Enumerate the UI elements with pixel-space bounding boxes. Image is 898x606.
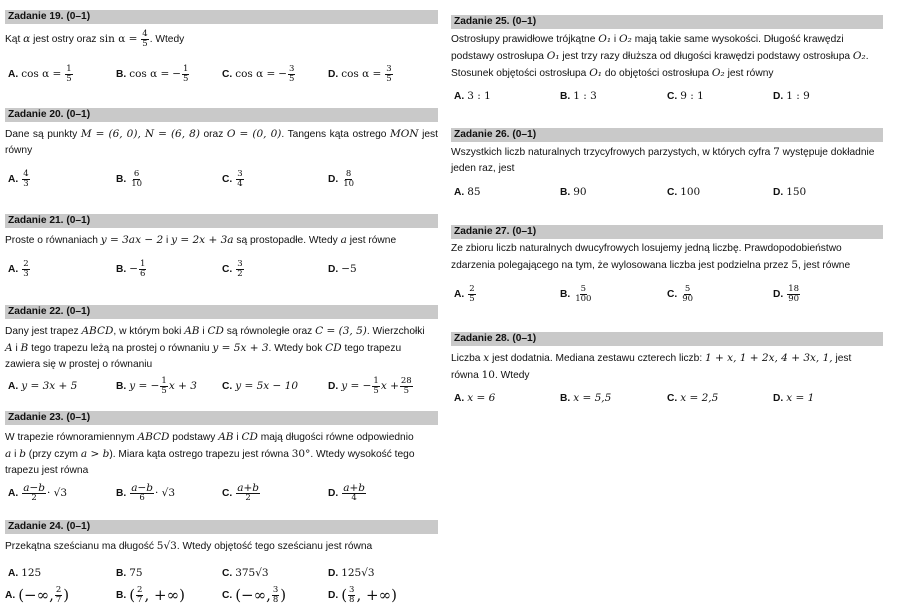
answer-option-d[interactable]: D. 125√3 (328, 567, 375, 579)
question-text: Przekątna sześcianu ma długość 5√3. Wtedy objętość tego sześcianu jest równa (5, 540, 373, 552)
task-19 (5, 10, 438, 84)
answer-option-d[interactable]: D. cos α = $\frac{3}{5}$ (328, 63, 392, 84)
answer-option-b[interactable]: B. $\frac{a-b}{6}$ · √3 (116, 481, 176, 503)
answer-option-b[interactable]: B. y = − $\frac{1}{5}$ x + 3 (116, 375, 197, 396)
answer-options (451, 283, 883, 305)
task-25 (451, 15, 883, 102)
question-text: Wszystkich liczb naturalnych trzycyfrowych parzystych, w których cyfra 7 występuje dokładnie jeden raz, jest (451, 146, 875, 174)
answer-option-c[interactable]: C. 9 : 1 (667, 90, 704, 102)
answer-option-a[interactable]: A. 125 (8, 567, 42, 579)
task-24 (5, 520, 438, 605)
interval-option-c[interactable]: C. (−∞, $\frac{3}{8}$ ) (222, 584, 287, 605)
answer-options (5, 562, 438, 584)
question-text: Kąt α jest ostry oraz sin α = $\frac{4}{5}$ . Wtedy (5, 29, 185, 49)
answer-options (5, 375, 438, 397)
answer-option-a[interactable]: A. $\frac{4}{3}$ (8, 168, 29, 189)
answer-option-b[interactable]: B. $\frac{5}{100}$ (560, 283, 592, 304)
answer-option-a[interactable]: A. 3 : 1 (454, 90, 491, 102)
question-text: Liczba x jest dodatnia. Mediana zestawu czterech liczb: 1 + x, 1 + 2x, 4 + 3x, 1, jest równa 10. Wtedy (451, 352, 852, 381)
answer-option-a[interactable]: A. $\frac{2}{5}$ (454, 283, 475, 304)
task-header: Zadanie 22. (0–1) (5, 305, 438, 319)
task-23 (5, 411, 438, 503)
answer-option-c[interactable]: C. $\frac{a+b}{2}$ (222, 481, 259, 503)
task-header: Zadanie 23. (0–1) (5, 411, 438, 425)
answer-option-c[interactable]: C. 375√3 (222, 567, 269, 579)
answer-options (451, 181, 883, 203)
answer-option-d[interactable]: D. 1 : 9 (773, 90, 810, 102)
task-header: Zadanie 26. (0–1) (451, 128, 883, 142)
answer-option-b[interactable]: B. $\frac{6}{10}$ (116, 168, 143, 189)
answer-option-c[interactable]: C. $\frac{5}{90}$ (667, 283, 694, 304)
task-21 (5, 214, 438, 279)
answer-option-a[interactable]: A. $\frac{2}{3}$ (8, 258, 29, 279)
answer-option-d[interactable]: D. $\frac{18}{90}$ (773, 283, 800, 304)
task-header: Zadanie 25. (0–1) (451, 15, 883, 29)
question-text: Proste o równaniach y = 3ax − 2 i y = 2x + 3a są prostopadłe. Wtedy a jest równe (5, 234, 397, 246)
answer-options (5, 168, 438, 190)
answer-option-d[interactable]: D. $\frac{a+b}{4}$ (328, 481, 365, 503)
task-22 (5, 305, 438, 396)
question-text: Dany jest trapez ABCD, w którym boki AB i CD są równoległe oraz C = (3, 5). Wierzchołki A i B tego trapezu leżą na prostej o równaniu y = 5x + 3. Wtedy bok CD tego trapezu zawiera się w prostej o równaniu (5, 325, 425, 370)
task-header: Zadanie 20. (0–1) (5, 108, 438, 122)
answer-option-d[interactable]: D. −5 (328, 263, 357, 275)
task-26 (451, 128, 883, 198)
answer-options (5, 63, 438, 85)
task-header: Zadanie 28. (0–1) (451, 332, 883, 346)
interval-option-a[interactable]: A. (−∞, $\frac{2}{7}$ ) (5, 584, 70, 605)
answer-option-a[interactable]: A. $\frac{a-b}{2}$ · √3 (8, 481, 68, 503)
task-27 (451, 225, 883, 304)
interval-option-d[interactable]: D. ( $\frac{3}{8}$ , +∞) (328, 584, 397, 605)
answer-option-d[interactable]: D. y = − $\frac{1}{5}$ x + $\frac{28}{5}$ (328, 375, 412, 396)
answer-option-b[interactable]: B. x = 5,5 (560, 392, 612, 404)
answer-option-d[interactable]: D. $\frac{8}{10}$ (328, 168, 355, 189)
answer-option-b[interactable]: B. 1 : 3 (560, 90, 597, 102)
answer-option-a[interactable]: A. cos α = $\frac{1}{5}$ (8, 63, 72, 84)
answer-options (5, 258, 438, 280)
answer-option-d[interactable]: D. x = 1 (773, 392, 815, 404)
answer-option-b[interactable]: B. 75 (116, 567, 143, 579)
question-text: Ostrosłupy prawidłowe trójkątne O₁ i O₂ mają takie same wysokości. Długość krawędzi podstawy ostrosłupa O₁ jest trzy razy dłuższa od długości krawędzi podstawy ostrosłupa O₂. Stosunek objętości ostrosłupa O₁ do objętości ostrosłupa O₂ jest równy (451, 33, 869, 79)
fraction: $\frac{4}{5}$ (142, 29, 148, 49)
answer-option-c[interactable]: C. cos α = − $\frac{3}{5}$ (222, 63, 295, 84)
answer-option-b[interactable]: B. 90 (560, 186, 587, 198)
answer-option-c[interactable]: C. y = 5x − 10 (222, 380, 299, 392)
answer-options (451, 85, 883, 107)
task-header: Zadanie 24. (0–1) (5, 520, 438, 534)
answer-option-b[interactable]: B. cos α = − $\frac{1}{5}$ (116, 63, 189, 84)
question-text: Dane są punkty M = (6, 0), N = (6, 8) oraz O = (0, 0). Tangens kąta ostrego MON jest równy (5, 128, 438, 156)
question-text: W trapezie równoramiennym ABCD podstawy AB i CD mają długości równe odpowiednio a i b (przy czym a > b). Miara kąta ostrego trapezu jest równa 30°. Wtedy wysokość tego trapezu jest równa (5, 431, 415, 476)
task-header: Zadanie 21. (0–1) (5, 214, 438, 228)
answer-option-c[interactable]: C. $\frac{3}{2}$ (222, 258, 243, 279)
task-28 (451, 332, 883, 404)
answer-option-c[interactable]: C. x = 2,5 (667, 392, 719, 404)
answer-option-b[interactable]: B. − $\frac{1}{6}$ (116, 258, 146, 279)
task-header: Zadanie 19. (0–1) (5, 10, 438, 24)
task-header: Zadanie 27. (0–1) (451, 225, 883, 239)
answer-option-c[interactable]: C. $\frac{3}{4}$ (222, 168, 243, 189)
question-text: Ze zbioru liczb naturalnych dwucyfrowych losujemy jedną liczbę. Prawdopodobieństwo zdarzenia polegającego na tym, że wylosowana liczba jest podzielna przez 5, jest równe (451, 243, 851, 271)
answer-option-a[interactable]: A. x = 6 (454, 392, 496, 404)
answer-option-a[interactable]: A. y = 3x + 5 (8, 380, 78, 392)
interval-option-b[interactable]: B. ( $\frac{2}{7}$ , +∞) (116, 584, 185, 605)
answer-options-intervals (5, 584, 438, 606)
answer-option-a[interactable]: A. 85 (454, 186, 481, 198)
answer-options (451, 387, 883, 409)
answer-options (5, 482, 438, 504)
answer-option-c[interactable]: C. 100 (667, 186, 701, 198)
task-20 (5, 108, 438, 189)
answer-option-d[interactable]: D. 150 (773, 186, 807, 198)
